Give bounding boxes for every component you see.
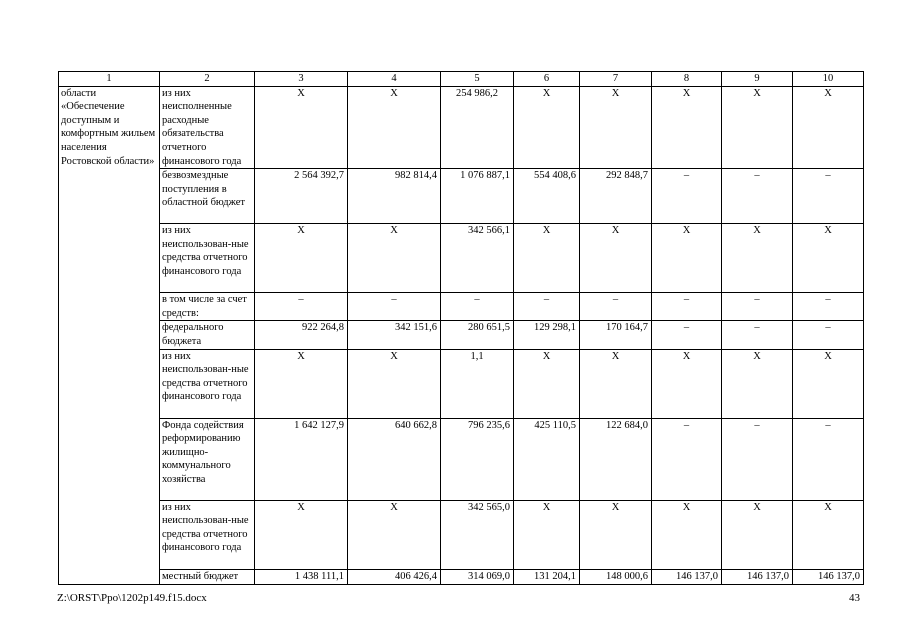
- table-row: [59, 500, 864, 569]
- value-cell: Х: [722, 224, 793, 293]
- value-cell: –: [348, 293, 441, 321]
- value-cell: –: [722, 293, 793, 321]
- value-cell: Х: [652, 500, 722, 569]
- value-cell: 148 000,6: [580, 569, 652, 584]
- value-cell: 131 204,1: [514, 569, 580, 584]
- table-row: [59, 293, 864, 321]
- value-cell: Х: [348, 349, 441, 418]
- column-number: 7: [580, 72, 652, 87]
- budget-table: [58, 71, 864, 585]
- column-number: 1: [59, 72, 160, 87]
- value-cell: Х: [722, 86, 793, 169]
- value-cell: 425 110,5: [514, 418, 580, 500]
- value-cell: –: [793, 293, 864, 321]
- value-cell: Х: [722, 349, 793, 418]
- row-label: из них неиспользован-ные средства отчетного финансового года: [160, 349, 255, 418]
- value-cell: –: [652, 321, 722, 349]
- column-number: 6: [514, 72, 580, 87]
- value-cell: –: [652, 169, 722, 224]
- value-cell: Х: [793, 86, 864, 169]
- value-cell: 1 076 887,1: [441, 169, 514, 224]
- value-cell: Х: [793, 224, 864, 293]
- program-name-cell: области «Обеспечение доступным и комфортным жильем населения Ростовской области»: [59, 86, 160, 584]
- column-number-row: [59, 72, 864, 87]
- column-number: 2: [160, 72, 255, 87]
- value-cell: –: [255, 293, 348, 321]
- value-cell: Х: [514, 224, 580, 293]
- value-cell: –: [652, 293, 722, 321]
- table-row: [59, 418, 864, 500]
- row-label: Фонда содействия реформированию жилищно-коммунального хозяйства: [160, 418, 255, 500]
- value-cell: 254 986,2: [441, 86, 514, 169]
- value-cell: –: [652, 418, 722, 500]
- value-cell: –: [722, 169, 793, 224]
- value-cell: Х: [514, 500, 580, 569]
- value-cell: Х: [255, 86, 348, 169]
- value-cell: 342 151,6: [348, 321, 441, 349]
- column-number: 9: [722, 72, 793, 87]
- value-cell: 146 137,0: [793, 569, 864, 584]
- value-cell: 796 235,6: [441, 418, 514, 500]
- column-number: 4: [348, 72, 441, 87]
- value-cell: Х: [348, 86, 441, 169]
- value-cell: 146 137,0: [652, 569, 722, 584]
- value-cell: 640 662,8: [348, 418, 441, 500]
- column-number: 10: [793, 72, 864, 87]
- value-cell: Х: [255, 224, 348, 293]
- value-cell: Х: [580, 224, 652, 293]
- value-cell: Х: [255, 349, 348, 418]
- value-cell: 170 164,7: [580, 321, 652, 349]
- row-label: из них неиспользован-ные средства отчетного финансового года: [160, 500, 255, 569]
- value-cell: 280 651,5: [441, 321, 514, 349]
- value-cell: Х: [793, 349, 864, 418]
- value-cell: 1,1: [441, 349, 514, 418]
- value-cell: Х: [348, 500, 441, 569]
- value-cell: 342 566,1: [441, 224, 514, 293]
- value-cell: 292 848,7: [580, 169, 652, 224]
- column-number: 3: [255, 72, 348, 87]
- table-row: [59, 569, 864, 584]
- value-cell: 922 264,8: [255, 321, 348, 349]
- value-cell: Х: [580, 349, 652, 418]
- value-cell: –: [793, 169, 864, 224]
- value-cell: Х: [722, 500, 793, 569]
- row-label: из них неисполненные расходные обязательства отчетного финансового года: [160, 86, 255, 169]
- table-row: [59, 224, 864, 293]
- value-cell: 406 426,4: [348, 569, 441, 584]
- value-cell: Х: [652, 86, 722, 169]
- document-file-path: Z:\ORST\Ppo\1202p149.f15.docx: [57, 592, 207, 604]
- value-cell: Х: [255, 500, 348, 569]
- value-cell: Х: [514, 349, 580, 418]
- table-row: [59, 86, 864, 169]
- table-row: [59, 321, 864, 349]
- column-number: 5: [441, 72, 514, 87]
- table-row: [59, 169, 864, 224]
- table-row: [59, 349, 864, 418]
- value-cell: 2 564 392,7: [255, 169, 348, 224]
- row-label: местный бюджет: [160, 569, 255, 584]
- value-cell: 146 137,0: [722, 569, 793, 584]
- value-cell: 982 814,4: [348, 169, 441, 224]
- value-cell: Х: [580, 86, 652, 169]
- value-cell: Х: [793, 500, 864, 569]
- row-label: в том числе за счет средств:: [160, 293, 255, 321]
- value-cell: –: [580, 293, 652, 321]
- value-cell: Х: [652, 224, 722, 293]
- column-number: 8: [652, 72, 722, 87]
- value-cell: Х: [514, 86, 580, 169]
- value-cell: 1 642 127,9: [255, 418, 348, 500]
- value-cell: Х: [652, 349, 722, 418]
- value-cell: –: [514, 293, 580, 321]
- value-cell: Х: [348, 224, 441, 293]
- row-label: безвозмездные поступления в областной бюджет: [160, 169, 255, 224]
- value-cell: Х: [580, 500, 652, 569]
- value-cell: –: [722, 321, 793, 349]
- value-cell: –: [441, 293, 514, 321]
- value-cell: 122 684,0: [580, 418, 652, 500]
- row-label: федерального бюджета: [160, 321, 255, 349]
- value-cell: 314 069,0: [441, 569, 514, 584]
- value-cell: 342 565,0: [441, 500, 514, 569]
- page-number: 43: [849, 592, 860, 604]
- value-cell: –: [793, 321, 864, 349]
- value-cell: –: [722, 418, 793, 500]
- value-cell: 554 408,6: [514, 169, 580, 224]
- row-label: из них неиспользован-ные средства отчетного финансового года: [160, 224, 255, 293]
- value-cell: –: [793, 418, 864, 500]
- value-cell: 129 298,1: [514, 321, 580, 349]
- value-cell: 1 438 111,1: [255, 569, 348, 584]
